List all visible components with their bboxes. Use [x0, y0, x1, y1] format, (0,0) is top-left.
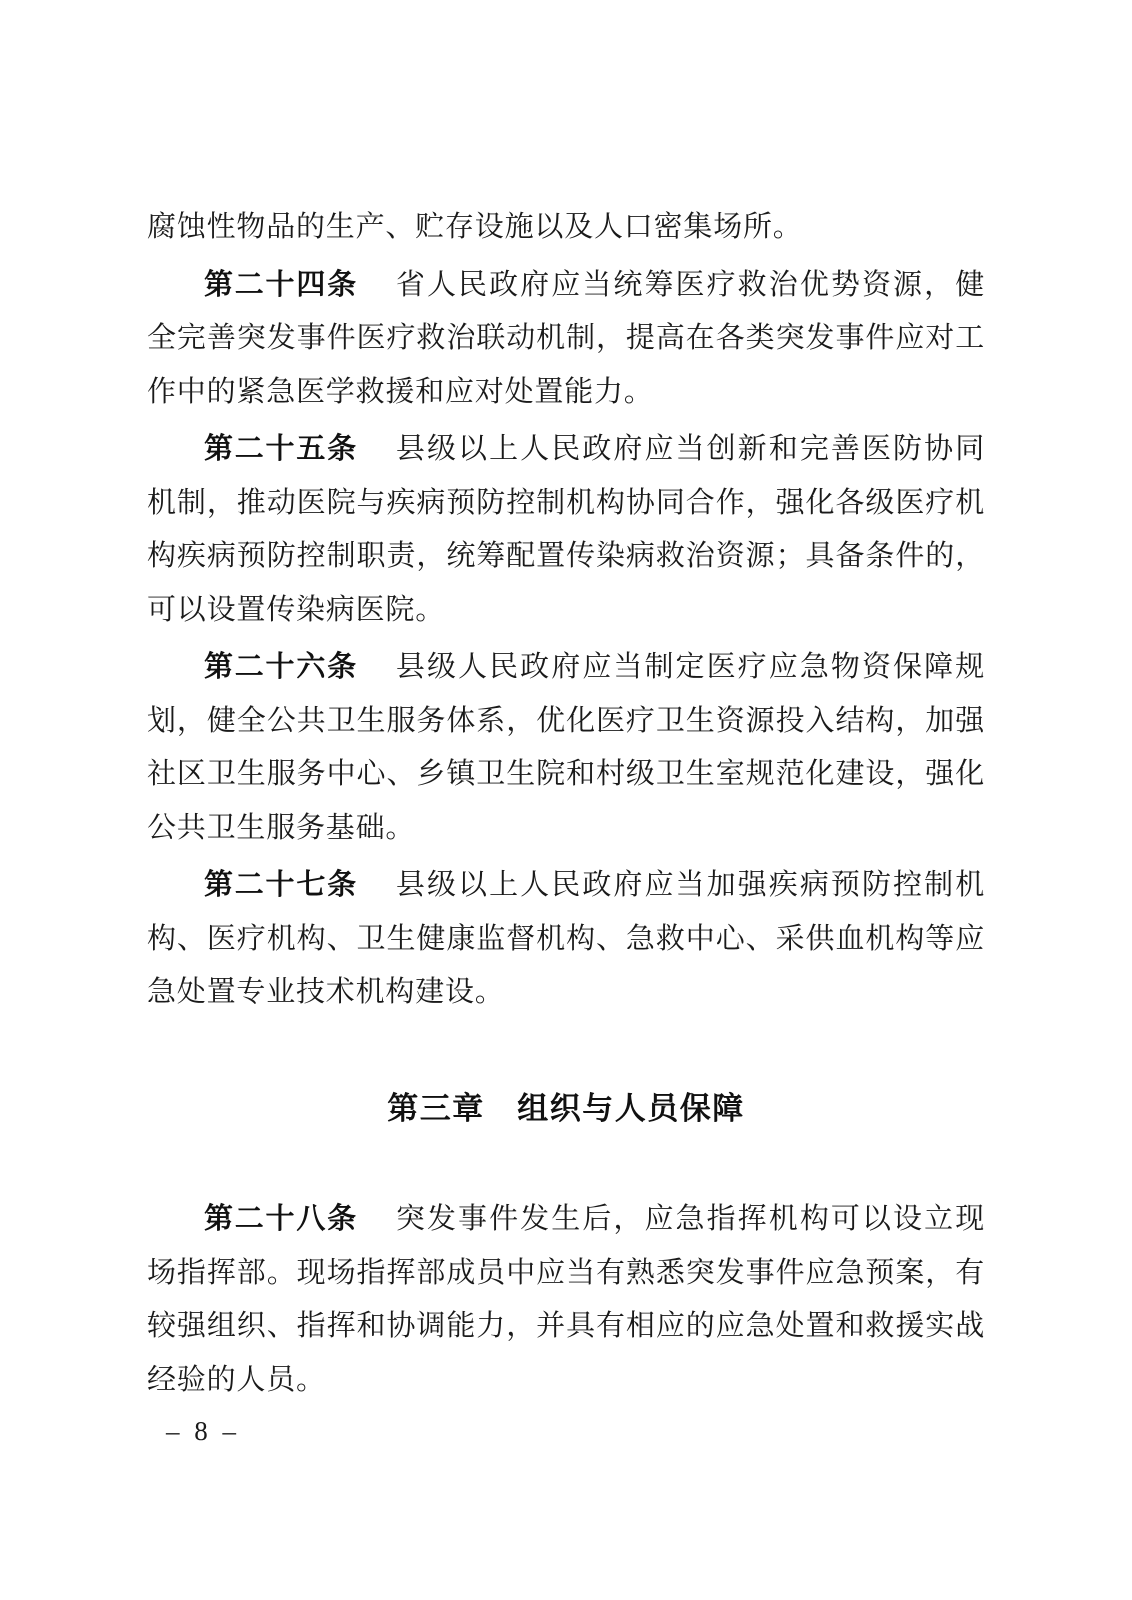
article-25-text: 县级以上人民政府应当创新和完善医防协同机制，推动医院与疾病预防控制机构协同合作，强化各级医疗机构疾病预防控制职责，统筹配置传染病救治资源；具备条件的，可以设置传染病医院。: [147, 433, 985, 626]
article-26: [147, 641, 985, 855]
article-24-text: 省人民政府应当统筹医疗救治优势资源，健全完善突发事件医疗救治联动机制，提高在各类突发事件应对工作中的紧急医学救援和应对处置能力。: [147, 268, 985, 408]
article-27-number: 第二十七条: [204, 869, 358, 901]
article-24: [147, 259, 985, 420]
article-28-number: 第二十八条: [204, 1203, 358, 1235]
article-26-text: 县级人民政府应当制定医疗应急物资保障规划，健全公共卫生服务体系，优化医疗卫生资源投入结构，加强社区卫生服务中心、乡镇卫生院和村级卫生室规范化建设，强化公共卫生服务基础。: [147, 651, 985, 844]
article-27: [147, 859, 985, 1020]
article-25-number: 第二十五条: [204, 433, 358, 465]
article-27-text: 县级以上人民政府应当加强疾病预防控制机构、医疗机构、卫生健康监督机构、急救中心、采供血机构等应急处置专业技术机构建设。: [147, 869, 985, 1008]
document-body: [147, 201, 985, 1411]
article-26-number: 第二十六条: [204, 651, 358, 683]
page-number: – 8 –: [166, 1416, 240, 1446]
article-28: [147, 1193, 985, 1407]
chapter-3-heading: 第三章 组织与人员保障: [387, 1090, 745, 1126]
article-28-text: 突发事件发生后，应急指挥机构可以设立现场指挥部。现场指挥部成员中应当有熟悉突发事件应急预案，有较强组织、指挥和协调能力，并具有相应的应急处置和救援实战经验的人员。: [147, 1203, 985, 1396]
article-25: [147, 423, 985, 637]
article-24-number: 第二十四条: [204, 268, 358, 301]
paragraph-continuation: 腐蚀性物品的生产、贮存设施以及人口密集场所。: [147, 211, 803, 243]
